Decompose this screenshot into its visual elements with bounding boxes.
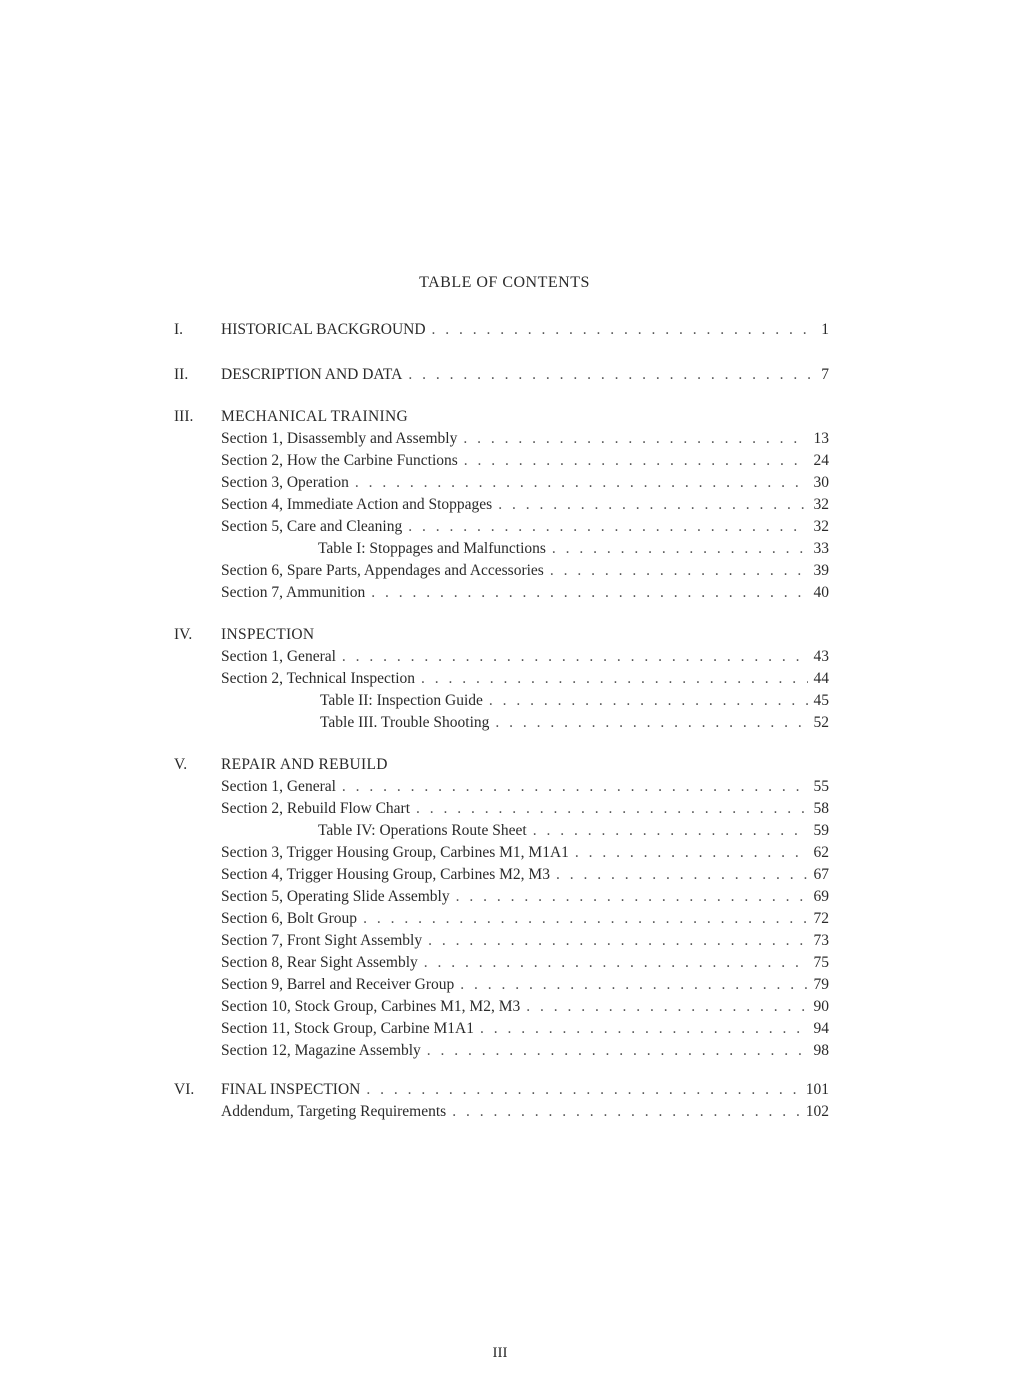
dot-leader [526,997,807,1017]
dot-leader [408,517,807,537]
entry-page: 7 [821,366,829,383]
dot-leader [421,669,807,689]
entry-page: 73 [813,932,829,949]
dot-leader [575,843,808,863]
toc-entry [221,975,829,995]
entry-page: 44 [813,670,829,687]
entry-page: 67 [813,866,829,883]
entry-title: Table II: Inspection Guide [320,692,483,709]
dot-leader [489,691,808,711]
entry-title: Section 1, General [221,648,336,665]
chapter-numeral: V. [174,756,188,773]
entry-page: 43 [813,648,829,665]
dot-leader [366,1080,799,1100]
entry-title: Section 11, Stock Group, Carbine M1A1 [221,1020,474,1037]
toc-entry [221,1080,829,1100]
entry-title: Section 2, How the Carbine Functions [221,452,458,469]
entry-title: Table III. Trouble Shooting [320,714,490,731]
entry-page: 1 [821,321,829,338]
dot-leader [363,909,807,929]
chapter-numeral: IV. [174,626,193,643]
toc-entry [221,931,829,951]
entry-title: Section 7, Front Sight Assembly [221,932,423,949]
entry-title: Section 5, Care and Cleaning [221,518,403,535]
toc-entry [221,909,829,929]
entry-page: 24 [813,452,829,469]
toc-entry [221,997,829,1017]
dot-leader [408,365,815,385]
toc-entry [221,669,829,689]
toc-entry [318,821,829,841]
entry-page: 40 [813,584,829,601]
dot-leader [463,429,807,449]
dot-leader [424,953,808,973]
toc-entry [221,1019,829,1039]
chapter-numeral: III. [174,408,194,425]
toc-entry [221,647,829,667]
dot-leader [495,713,807,733]
entry-title: DESCRIPTION AND DATA [221,366,403,383]
dot-leader [480,1019,808,1039]
entry-page: 69 [813,888,829,905]
toc-entry [221,495,829,515]
entry-title: Section 4, Immediate Action and Stoppages [221,496,493,513]
toc-entry [221,473,829,493]
entry-page: 72 [813,910,829,927]
chapter-heading: MECHANICAL TRAINING [221,408,408,425]
dot-leader [460,975,807,995]
entry-page: 33 [813,540,829,557]
toc-entry [221,320,829,340]
chapter-heading: INSPECTION [221,626,315,643]
entry-page: 101 [805,1081,829,1098]
entry-page: 102 [805,1103,829,1120]
toc-entry [221,517,829,537]
page-number: III [492,1345,508,1361]
entry-title: Section 2, Rebuild Flow Chart [221,800,411,817]
toc-entry [221,451,829,471]
toc-entry [221,365,829,385]
toc-entry [221,1041,829,1061]
entry-page: 32 [813,496,829,513]
entry-title: HISTORICAL BACKGROUND [221,321,426,338]
entry-page: 59 [813,822,829,839]
dot-leader [428,931,807,951]
entry-title: Addendum, Targeting Requirements [221,1103,447,1120]
toc-entry [221,561,829,581]
toc-entry [221,843,829,863]
entry-page: 52 [813,714,829,731]
dot-leader [456,887,808,907]
entry-page: 39 [813,562,829,579]
toc-entry [221,777,829,797]
entry-title: Section 4, Trigger Housing Group, Carbines M2, M3 [221,866,550,883]
entry-page: 75 [813,954,829,971]
page-title: TABLE OF CONTENTS [419,274,590,291]
entry-title: Section 8, Rear Sight Assembly [221,954,418,971]
dot-leader [416,799,807,819]
dot-leader [498,495,807,515]
dot-leader [342,777,808,797]
dot-leader [342,647,808,667]
chapter-numeral: II. [174,366,189,383]
dot-leader [552,539,808,559]
dot-leader [355,473,808,493]
entry-page: 55 [813,778,829,795]
entry-title: FINAL INSPECTION [221,1081,361,1098]
entry-page: 30 [813,474,829,491]
entry-title: Section 5, Operating Slide Assembly [221,888,450,905]
entry-title: Section 1, General [221,778,336,795]
toc-entry [320,713,829,733]
dot-leader [427,1041,808,1061]
toc-entry [221,887,829,907]
chapter-heading: REPAIR AND REBUILD [221,756,388,773]
dot-leader [556,865,808,885]
toc-entry [221,429,829,449]
entry-page: 90 [813,998,829,1015]
dot-leader [464,451,808,471]
entry-title: Section 6, Bolt Group [221,910,358,927]
entry-title: Table IV: Operations Route Sheet [318,822,527,839]
toc-entry [221,953,829,973]
entry-title: Section 6, Spare Parts, Appendages and Accessories [221,562,544,579]
toc-entry [318,539,829,559]
dot-leader [371,583,807,603]
entry-page: 45 [813,692,829,709]
entry-page: 32 [813,518,829,535]
entry-title: Section 12, Magazine Assembly [221,1042,421,1059]
toc-entry [320,691,829,711]
toc-entry [221,583,829,603]
entry-title: Section 7, Ammunition [221,584,366,601]
entry-page: 98 [813,1042,829,1059]
entry-title: Section 10, Stock Group, Carbines M1, M2, M3 [221,998,521,1015]
entry-title: Section 2, Technical Inspection [221,670,416,687]
entry-page: 13 [813,430,829,447]
toc-entry [221,799,829,819]
entry-page: 58 [813,800,829,817]
dot-leader [550,561,808,581]
dot-leader [452,1102,800,1122]
chapter-numeral: I. [174,321,184,338]
entry-title: Section 9, Barrel and Receiver Group [221,976,455,993]
dot-leader [432,320,816,340]
toc-entry [221,865,829,885]
entry-page: 62 [813,844,829,861]
toc-entry [221,1102,829,1122]
dot-leader [533,821,808,841]
entry-page: 94 [813,1020,829,1037]
chapter-numeral: VI. [174,1081,195,1098]
entry-title: Section 3, Trigger Housing Group, Carbines M1, M1A1 [221,844,569,861]
entry-title: Section 3, Operation [221,474,349,491]
entry-title: Table I: Stoppages and Malfunctions [318,540,546,557]
entry-page: 79 [813,976,829,993]
entry-title: Section 1, Disassembly and Assembly [221,430,458,447]
